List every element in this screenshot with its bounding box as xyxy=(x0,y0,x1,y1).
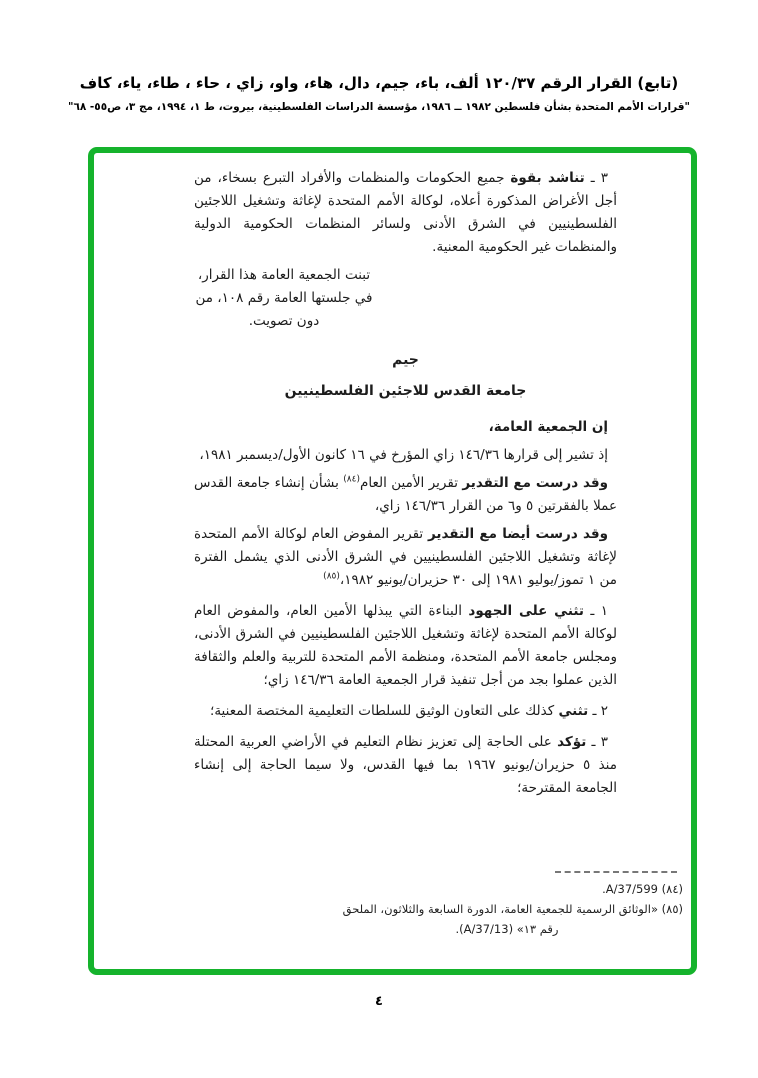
adoption-line: دون تصويت. xyxy=(248,313,320,329)
highlight-green-frame xyxy=(88,147,697,975)
paragraph-text: البناءة التي يبذلها الأمين العام، والمفوض العام لوكالة الأمم المتحدة لإغاثة وتشغيل اللاجئين الفلسطينيين في الشرق الأدنى، ومجلس جامعة الأمم المتحدة، ومنظمة الأمم المتحدة للتربية والعلم والثقافة الذين عملوا بجد من أجل تنفيذ قرار الجمعية العامة ١٤٦/٣٦ زاي؛ xyxy=(194,603,617,688)
footnote-ref-84: (٨٤) xyxy=(343,474,360,485)
paragraph-lead-bold: تثني xyxy=(558,703,589,719)
paragraph-lead-bold: تثني على الجهود xyxy=(468,603,584,619)
resolution-text-column xyxy=(194,167,617,800)
section-title: جامعة القدس للاجئين الفلسطينيين xyxy=(284,383,527,399)
paragraph-lead-bold: تؤكد xyxy=(557,734,587,750)
paragraph-number: ١ ـ xyxy=(583,603,608,619)
operative-paragraph-1 xyxy=(194,600,617,692)
preamble-intro: إن الجمعية العامة، xyxy=(488,419,608,435)
paragraph-text: جميع الحكومات والمنظمات والأفراد التبرع بسخاء، من أجل الأغراض المذكورة أعلاه، لوكالة الأمم المتحدة لإغاثة وتشغيل اللاجئين الفلسطينيين في الشرق الأدنى ولسائر المنظمات الحكومية الدولية والمنظمات غير الحكومية المعنية. xyxy=(194,170,617,255)
paragraph-text: على الحاجة إلى تعزيز نظام التعليم في الأراضي العربية المحتلة منذ ٥ حزيران/يونيو ١٩٦٧ بما فيها القدس، ولا سيما الحاجة إلى إنشاء الجامعة المقترحة؛ xyxy=(194,734,617,796)
preamble-studied-commissioner-report xyxy=(194,523,617,592)
operative-paragraph-2 xyxy=(194,700,617,723)
header-source-citation: "قرارات الأمم المتحدة بشأن فلسطين ١٩٨٢ ــ ١٩٨٦، مؤسسة الدراسات الفلسطينية، بيروت، ط ١، ١٩٩٤، مج ٣، ص٥٥- ٦٨" xyxy=(67,101,691,113)
footnote-divider xyxy=(555,871,677,873)
paragraph-number: ٣ ـ xyxy=(586,734,608,750)
adoption-line: في جلستها العامة رقم ١٠٨، من xyxy=(195,290,373,306)
paragraph-number: ٢ ـ xyxy=(588,703,608,719)
operative-paragraph-3 xyxy=(194,731,617,800)
paragraph-text: بشأن إنشاء جامعة القدس عملا بالفقرتين ٥ و٦ من القرار ١٤٦/٣٦ زاي، xyxy=(194,475,617,514)
footnote-ref-85: (٨٥) xyxy=(323,571,340,582)
paragraph-3b xyxy=(194,167,617,259)
paragraph-text: كذلك على التعاون الوثيق للسلطات التعليمية المختصة المعنية؛ xyxy=(210,703,559,719)
page-number: ٤ xyxy=(375,994,383,1009)
paragraph-text: تقرير المفوض العام لوكالة الأمم المتحدة لإغاثة وتشغيل اللاجئين الفلسطينيين في الشرق الأدنى الذي يشمل الفترة من ١ تموز/يوليو ١٩٨١ إلى ٣٠ حزيران/يونيو ١٩٨٢، xyxy=(194,526,617,588)
footnote-85-line1: (٨٥) «الوثائق الرسمية للجمعية العامة، الدورة السابعة والثلاثون، الملحق xyxy=(342,902,683,916)
footnote-85-line2: رقم ١٣» (A/37/13). xyxy=(455,922,559,936)
adoption-formula xyxy=(194,264,374,333)
preamble-recalling: إذ تشير إلى قرارها ١٤٦/٣٦ زاي المؤرخ في ١٦ كانون الأول/ديسمبر ١٩٨١، xyxy=(199,447,608,463)
paragraph-lead-bold: وقد درست أيضا مع التقدير xyxy=(428,526,608,542)
footnotes-block xyxy=(331,871,683,939)
paragraph-text: تقرير الأمين العام xyxy=(359,475,463,491)
adoption-line: تبنت الجمعية العامة هذا القرار، xyxy=(197,267,371,283)
footnote-84: (٨٤) A/37/599. xyxy=(602,882,683,896)
preamble-studied-sg-report xyxy=(194,472,617,518)
paragraph-lead-bold: وقد درست مع التقدير xyxy=(462,475,608,491)
paragraph-lead-bold: تناشد بقوة xyxy=(510,170,585,186)
section-letter: جيم xyxy=(392,352,419,368)
paragraph-number: ٣ ـ xyxy=(584,170,608,186)
header-resolution-title: (تابع) القرار الرقم ١٢٠/٣٧ ألف، باء، جيم، دال، هاء، واو، زاي ، حاء ، طاء، ياء، كاف xyxy=(79,74,679,92)
